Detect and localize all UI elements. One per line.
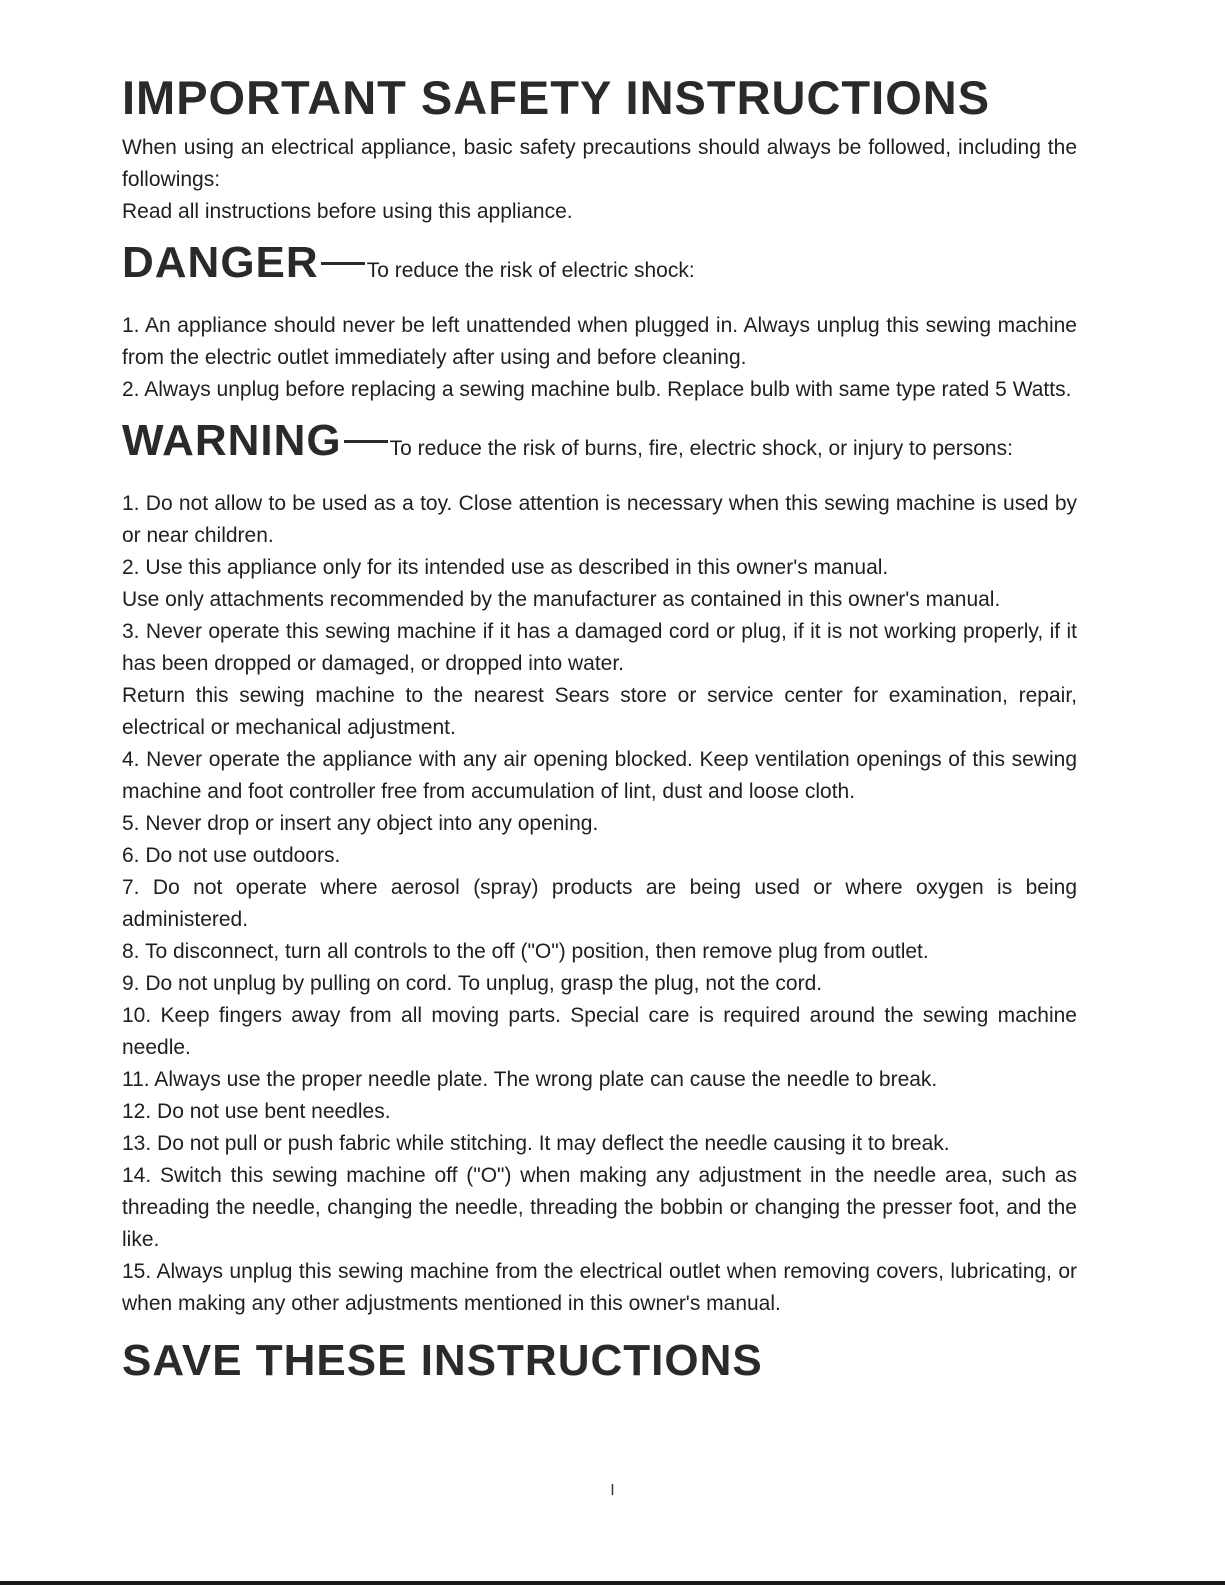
warning-heading-row <box>122 416 1077 476</box>
warning-list <box>122 488 1077 1320</box>
list-item: 13. Do not pull or push fabric while stitching. It may deflect the needle causing it to break. <box>122 1132 950 1155</box>
danger-heading-row <box>122 238 1077 298</box>
danger-heading: DANGER <box>122 238 319 287</box>
list-item: 2. Use this appliance only for its intended use as described in this owner's manual. <box>122 556 889 579</box>
list-item: 7. Do not operate where aerosol (spray) products are being used or where oxygen is being administered. <box>122 876 1077 931</box>
closing-title: SAVE THESE INSTRUCTIONS <box>122 1336 763 1385</box>
list-item: 14. Switch this sewing machine off ("O") when making any adjustment in the needle area, such as threading the needle, changing the needle, threading the bobbin or changing the presser foot, and the like. <box>122 1164 1077 1251</box>
bottom-edge-rule <box>0 1581 1225 1585</box>
warning-description: To reduce the risk of burns, fire, electric shock, or injury to persons: <box>389 437 1013 460</box>
document-page <box>122 72 1077 1386</box>
list-item: 8. To disconnect, turn all controls to the off ("O") position, then remove plug from outlet. <box>122 940 929 963</box>
list-item: 2. Always unplug before replacing a sewing machine bulb. Replace bulb with same type rated 5 Watts. <box>122 378 1072 401</box>
list-item: 5. Never drop or insert any object into any opening. <box>122 812 599 835</box>
list-item: Use only attachments recommended by the manufacturer as contained in this owner's manual. <box>122 588 1001 611</box>
heading-dash <box>321 262 365 265</box>
list-item: 3. Never operate this sewing machine if it has a damaged cord or plug, if it is not working properly, if it has been dropped or damaged, or dropped into water. <box>122 620 1077 675</box>
danger-description: To reduce the risk of electric shock: <box>366 259 695 282</box>
warning-heading: WARNING <box>122 416 342 465</box>
intro-paragraph: When using an electrical appliance, basic safety precautions should always be followed, including the followings: <box>122 136 1077 191</box>
intro-paragraph: Read all instructions before using this appliance. <box>122 200 573 223</box>
list-item: 1. An appliance should never be left unattended when plugged in. Always unplug this sewing machine from the electric outlet immediately after using and before cleaning. <box>122 314 1077 369</box>
page-title: IMPORTANT SAFETY INSTRUCTIONS <box>122 71 991 124</box>
page-number: I <box>610 1482 615 1499</box>
list-item: 11. Always use the proper needle plate. The wrong plate can cause the needle to break. <box>122 1068 938 1091</box>
list-item: Return this sewing machine to the nearest Sears store or service center for examination, repair, electrical or mechanical adjustment. <box>122 684 1077 739</box>
list-item: 4. Never operate the appliance with any air opening blocked. Keep ventilation openings of this sewing machine and foot controller free from accumulation of lint, dust and loose cloth. <box>122 748 1077 803</box>
list-item: 6. Do not use outdoors. <box>122 844 341 867</box>
list-item: 1. Do not allow to be used as a toy. Close attention is necessary when this sewing machine is used by or near children. <box>122 492 1077 547</box>
intro-section <box>122 132 1077 228</box>
list-item: 9. Do not unplug by pulling on cord. To unplug, grasp the plug, not the cord. <box>122 972 823 995</box>
list-item: 15. Always unplug this sewing machine from the electrical outlet when removing covers, lubricating, or when making any other adjustments mentioned in this owner's manual. <box>122 1260 1077 1315</box>
list-item: 12. Do not use bent needles. <box>122 1100 391 1123</box>
heading-dash <box>344 440 388 443</box>
danger-list <box>122 310 1077 406</box>
list-item: 10. Keep fingers away from all moving parts. Special care is required around the sewing machine needle. <box>122 1004 1077 1059</box>
